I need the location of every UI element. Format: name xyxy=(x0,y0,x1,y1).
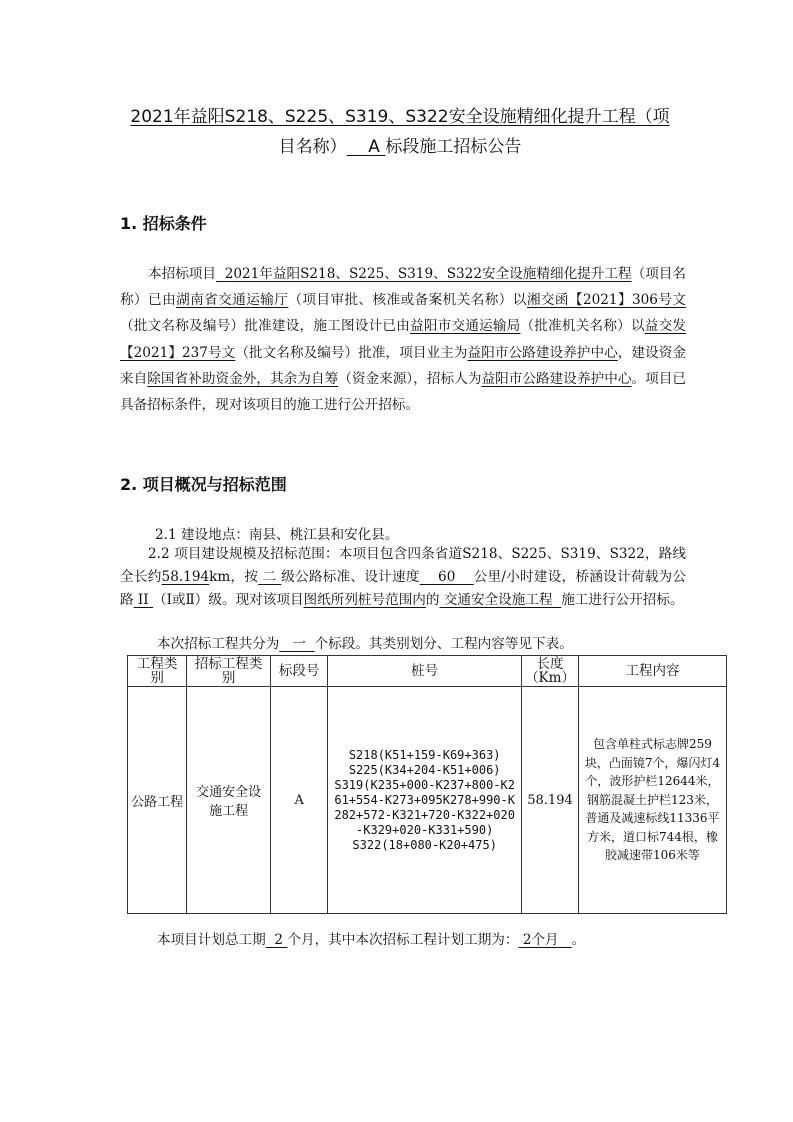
project-name: 2021年益阳S218、S225、S319、S322安全设施精细化提升工程 xyxy=(224,266,632,282)
header-bid-category: 招标工程类别 xyxy=(187,656,271,687)
pile-line: S218(K51+159-K69+363) xyxy=(348,747,501,762)
pile-line: S225(K34+204-K51+006) xyxy=(348,762,501,777)
table-row xyxy=(128,687,727,914)
cell-bid-category: 交通安全设施工程 xyxy=(187,687,271,914)
design-speed-blank xyxy=(420,569,474,585)
title-suffix: 标段施工招标公告 xyxy=(385,137,522,157)
text-run: 本招标项目 xyxy=(148,266,217,282)
cell-pile xyxy=(328,687,522,914)
text-run: 。 xyxy=(571,932,586,948)
approval-authority: 湖南省交通运输厅 xyxy=(176,292,289,309)
project-name-blank xyxy=(216,266,632,282)
section-2-heading: 2. 项目概况与招标范围 xyxy=(120,475,287,494)
design-speed: 60 xyxy=(438,569,456,585)
work-type: 交通安全设施工程 xyxy=(443,592,553,608)
text-run: ，建设资金来自 xyxy=(120,344,687,387)
pile-line: 61+554-K273+095K278+990-K xyxy=(334,792,515,807)
text-run: （资金来源），招标人为 xyxy=(338,370,482,387)
pile-line: 282+572-K321+720-K322+020 xyxy=(334,807,515,822)
section-1-heading: 1. 招标条件 xyxy=(120,214,207,233)
table-intro xyxy=(157,632,573,652)
road-grade-blank xyxy=(258,569,281,585)
document-title-line-2 xyxy=(100,132,700,162)
route-length: 58.194 xyxy=(161,569,210,585)
header-length: 长度（Km） xyxy=(522,656,579,687)
text-run: （项目审批、核准或备案机关名称）以 xyxy=(288,292,527,309)
section-period-blank xyxy=(518,932,571,948)
construction-period xyxy=(157,928,585,948)
header-category: 工程类别 xyxy=(128,656,187,687)
text-run: 的 xyxy=(425,592,440,608)
sections-count: 一 xyxy=(292,636,306,652)
header-content: 工程内容 xyxy=(578,656,726,687)
header-pile: 桩号 xyxy=(328,656,522,687)
pile-line: S322(18+080-K20+475) xyxy=(352,837,497,852)
text-run: （批文名称及编号）批准，项目业主为 xyxy=(235,344,468,361)
text-run: 个标段。其类别划分、工程内容等见下表。 xyxy=(314,636,573,652)
design-load: II xyxy=(137,592,149,608)
cell-length: 58.194 xyxy=(522,687,579,914)
sections-count-blank xyxy=(279,636,314,652)
cell-category: 公路工程 xyxy=(128,687,187,914)
pile-line: -K329+020-K331+590) xyxy=(356,822,494,837)
text-run: 本次招标工程共分为 xyxy=(157,636,280,652)
text-run: （Ⅰ或Ⅱ）级。现对该项目 xyxy=(153,592,304,608)
text-run: km，按 xyxy=(209,569,259,585)
approval-doc: 湘交函【2021】306号文 xyxy=(526,292,687,309)
header-section: 标段号 xyxy=(271,656,328,687)
title-section-blank xyxy=(347,137,386,157)
item-2-1-location: 2.1 建设地点：南县、桃江县和安化县。 xyxy=(155,527,399,543)
design-doc: 益交发【2021】237号文 xyxy=(120,318,687,361)
document-title-line-1 xyxy=(100,102,700,132)
item-2-2-scope xyxy=(120,543,686,612)
text-run: 公里/小时建设，桥涵设计荷载为公路 xyxy=(120,569,686,608)
text-run: 2.2 项目建设规模及招标范围：本项目包含四条省道S218、S225、S319、S322，路线全长约 xyxy=(120,546,686,585)
cell-section: A xyxy=(271,687,328,914)
title-name-label: 目名称） xyxy=(278,137,347,157)
design-authority: 益阳市交通运输局 xyxy=(410,318,521,335)
owner: 益阳市公路建设养护中心 xyxy=(467,344,618,361)
bid-scope: 图纸所列桩号范围内 xyxy=(303,592,426,608)
section-1-paragraph xyxy=(120,261,686,418)
design-load-blank xyxy=(134,592,153,608)
total-months-blank xyxy=(266,932,288,948)
work-type-blank xyxy=(439,592,561,608)
text-run: 本项目计划总工期 xyxy=(157,932,266,948)
road-grade: 二 xyxy=(262,569,277,585)
tenderer: 益阳市公路建设养护中心 xyxy=(481,370,632,387)
text-run: （项目名称）已由 xyxy=(120,266,686,309)
text-run: 个月，其中本次招标工程计划工期为： xyxy=(287,932,519,948)
table-header-row xyxy=(128,656,727,687)
section-period: 2个月 xyxy=(522,932,559,948)
text-run: 施工进行公开招标。 xyxy=(561,592,684,608)
text-run: （批准机关名称）以 xyxy=(520,318,645,335)
text-run: （批文名称及编号）批准建设，施工图设计已由 xyxy=(120,318,411,335)
text-run: 。项目已具备招标条件，现对该项目的施工进行公开招标。 xyxy=(120,370,687,414)
title-project-name: 2021年益阳S218、S225、S319、S322安全设施精细化提升工程（项 xyxy=(130,107,670,127)
pile-line: S319(K235+000-K237+800-K2 xyxy=(334,777,515,792)
bid-sections-table xyxy=(127,655,727,914)
total-months: 2 xyxy=(274,932,284,948)
cell-content: 包含单柱式标志牌259块，凸面镜7个，爆闪灯4个，波形护栏12644米，钢筋混凝土护栏123米，普通及减速标线11336平方米，道口标744根，橡胶减速带106米等 xyxy=(578,687,726,914)
title-section: A xyxy=(368,137,380,157)
funding-source: 除国省补助资金外，其余为自筹 xyxy=(147,370,339,387)
text-run: 级公路标准、设计速度 xyxy=(281,569,420,585)
